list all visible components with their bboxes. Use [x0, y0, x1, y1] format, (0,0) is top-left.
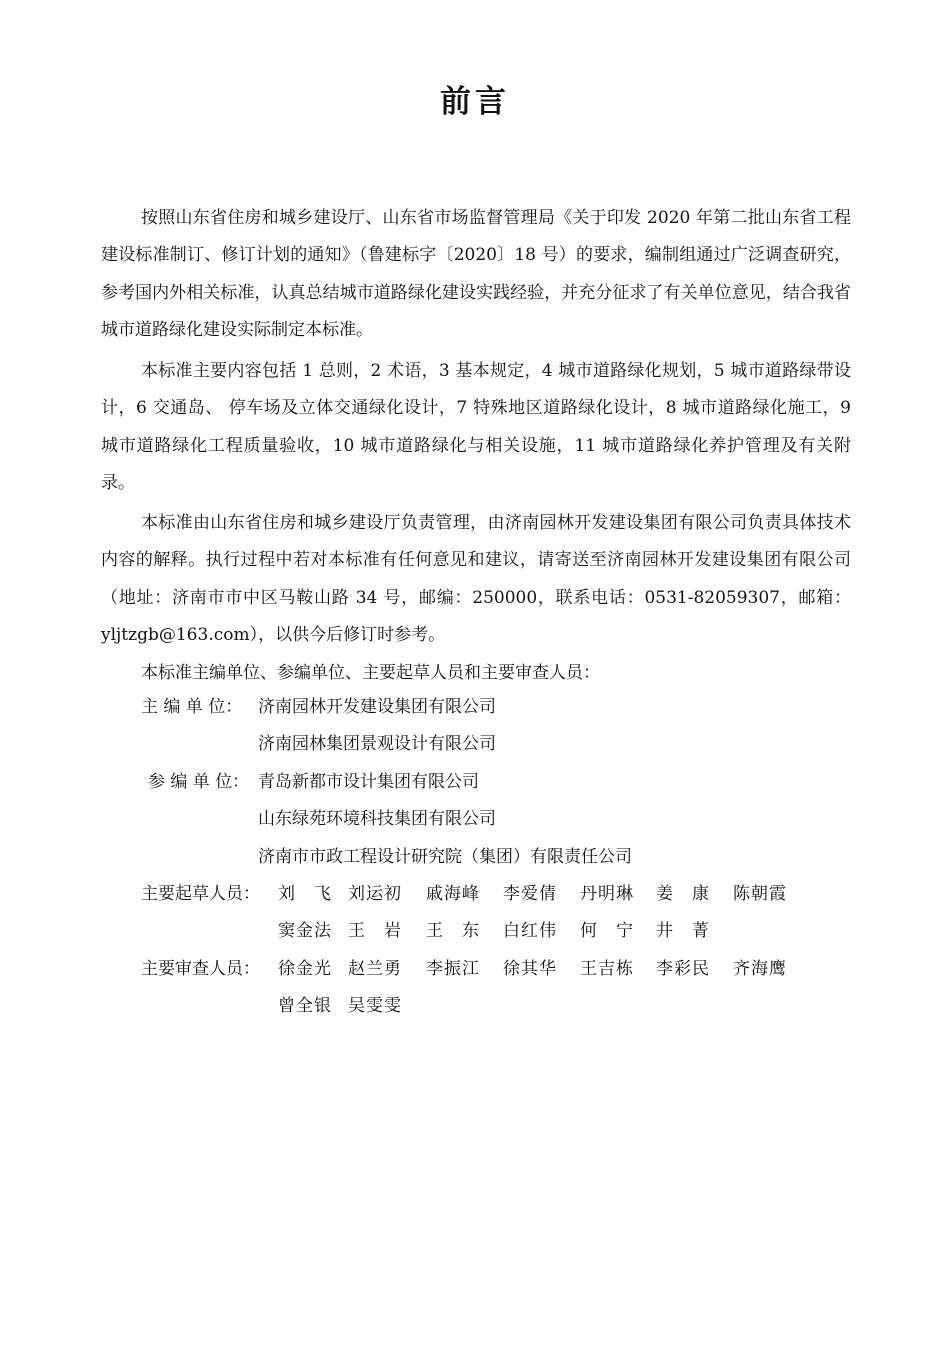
drafter-name: 白红伟: [503, 921, 557, 941]
drafter-name: 戚海峰: [426, 884, 480, 904]
reviewer-name: 徐金光: [278, 959, 332, 979]
participating-unit-2: 山东绿苑环境科技集团有限公司: [258, 809, 496, 829]
drafter-name: 刘 飞: [278, 884, 332, 904]
drafter-name: 陈朝霞: [733, 884, 787, 904]
chief-unit-1: 济南园林开发建设集团有限公司: [258, 697, 496, 717]
preface-paragraph-1: 按照山东省住房和城乡建设厅、山东省市场监督管理局《关于印发 2020 年第二批山东省工程建设标准制订、修订计划的通知》（鲁建标字〔2020〕18 号）的要求，编制组通过广泛调查研究，参考国内外相关标准，认真总结城市道路绿化建设实践经验，并充分征求了有关单位意见，结合我省城市道路绿化建设实际制定本标准。: [101, 208, 851, 341]
drafter-name: 丹明琳: [580, 884, 634, 904]
drafter-name: 李爱倩: [503, 884, 557, 904]
reviewers-label: 主要审查人员：: [141, 959, 260, 979]
drafter-name: 王 东: [426, 921, 480, 941]
reviewer-name: 徐其华: [503, 959, 557, 979]
chief-units-label: 主 编 单 位：: [141, 697, 243, 717]
participating-unit-1: 青岛新都市设计集团有限公司: [258, 772, 479, 792]
preface-paragraph-3: 本标准由山东省住房和城乡建设厅负责管理，由济南园林开发建设集团有限公司负责具体技术内容的解释。执行过程中若对本标准有任何意见和建议，请寄送至济南园林开发建设集团有限公司（地址：济南市市中区马鞍山路 34 号，邮编：250000，联系电话：0531-82059307，邮箱：yljtzgb@163.com），以供今后修订时参考。: [101, 513, 851, 646]
reviewer-name: 曾全银: [278, 996, 332, 1016]
participating-unit-3: 济南市市政工程设计研究院（集团）有限责任公司: [258, 847, 632, 867]
reviewer-name: 齐海鹰: [733, 959, 787, 979]
reviewer-name: 李彩民: [656, 959, 710, 979]
drafter-name: 王 岩: [348, 921, 402, 941]
reviewer-name: 赵兰勇: [348, 959, 402, 979]
reviewer-name: 李振江: [426, 959, 480, 979]
drafter-name: 窦金法: [278, 921, 332, 941]
drafter-name: 姜 康: [656, 884, 710, 904]
drafters-label: 主要起草人员：: [141, 884, 260, 904]
units-intro: 本标准主编单位、参编单位、主要起草人员和主要审查人员：: [141, 663, 600, 683]
page-title: 前言: [440, 84, 510, 120]
preface-paragraph-2: 本标准主要内容包括 1 总则，2 术语，3 基本规定，4 城市道路绿化规划，5 城市道路绿带设计，6 交通岛、 停车场及立体交通绿化设计，7 特殊地区道路绿化设计，8 城市道路绿化施工，9 城市道路绿化工程质量验收，10 城市道路绿化与相关设施，11 城市道路绿化养护管理及有关附录。: [101, 361, 851, 494]
drafter-name: 刘运初: [348, 884, 402, 904]
participating-units-label: 参 编 单 位：: [148, 772, 250, 792]
reviewer-name: 吴雯雯: [348, 996, 402, 1016]
drafter-name: 井 菁: [656, 921, 710, 941]
chief-unit-2: 济南园林集团景观设计有限公司: [258, 734, 496, 754]
drafter-name: 何 宁: [580, 921, 634, 941]
reviewer-name: 王吉栋: [580, 959, 634, 979]
